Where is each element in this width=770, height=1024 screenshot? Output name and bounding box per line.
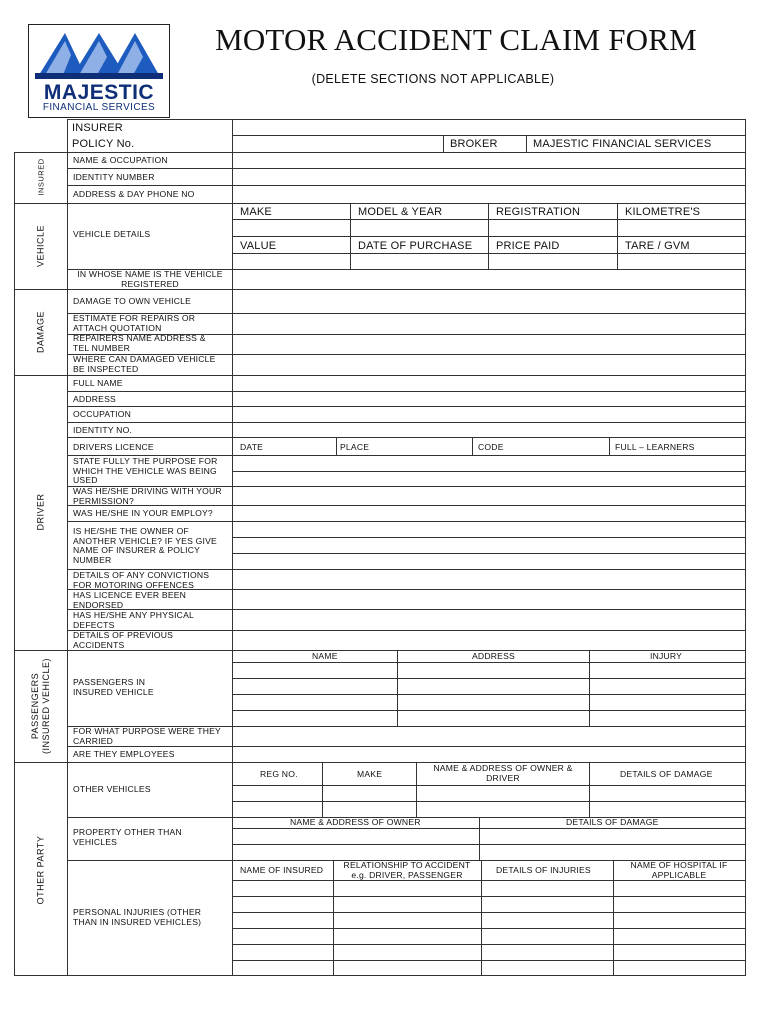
- address-phone-field[interactable]: [233, 186, 745, 203]
- other-vehicle-owner-field[interactable]: [233, 522, 745, 569]
- insurer-label: INSURER: [72, 122, 123, 134]
- estimate-field[interactable]: [233, 314, 745, 334]
- other-vehicle-col-label: REG NO.: [260, 769, 298, 779]
- driving-permission-field[interactable]: [233, 487, 745, 505]
- damage-row-label: DAMAGE TO OWN VEHICLE: [73, 296, 192, 306]
- insured-row-label: ADDRESS & DAY PHONE NO: [73, 189, 195, 199]
- vehicle-col-label: REGISTRATION: [496, 206, 581, 218]
- insurer-field[interactable]: [233, 120, 745, 135]
- driver-row-label: DETAILS OF ANY CONVICTIONS FOR MOTORING OFFENCES: [73, 570, 210, 590]
- vehicle-value-field-row[interactable]: [233, 254, 745, 269]
- other-vehicle-col-label: DETAILS OF DAMAGE: [620, 769, 713, 779]
- vehicle-col-label: KILOMETRE'S: [625, 206, 701, 218]
- licence-col-label: FULL – LEARNERS: [615, 442, 695, 452]
- name-occupation-field[interactable]: [233, 153, 745, 168]
- licence-col-label: CODE: [478, 442, 504, 452]
- passenger-col-label: INJURY: [650, 651, 683, 661]
- section-label-insured: INSURED: [36, 158, 46, 196]
- section-label-other-party: OTHER PARTY: [35, 835, 46, 905]
- driver-row-label: WAS HE/SHE DRIVING WITH YOUR PERMISSION?: [73, 486, 222, 506]
- property-col-label: DETAILS OF DAMAGE: [566, 817, 659, 827]
- personal-injuries-label: PERSONAL INJURIES (OTHER THAN IN INSURED VEHICLES): [73, 907, 202, 927]
- driver-row-label: ADDRESS: [73, 394, 116, 404]
- driver-row-label: IS HE/SHE THE OWNER OF ANOTHER VEHICLE? IF YES GIVE NAME OF INSURER & POLICY NUMBER: [73, 526, 217, 565]
- vehicle-col-label: TARE / GVM: [625, 240, 690, 252]
- injury-col-label: NAME OF INSURED: [240, 865, 324, 875]
- property-table[interactable]: [233, 829, 745, 860]
- damage-row-label: ESTIMATE FOR REPAIRS OR ATTACH QUOTATION: [73, 313, 196, 333]
- driver-row-label: OCCUPATION: [73, 409, 132, 419]
- insured-row-label: NAME & OCCUPATION: [73, 155, 168, 165]
- driver-identity-field[interactable]: [233, 423, 745, 437]
- property-label: PROPERTY OTHER THAN VEHICLES: [73, 827, 182, 847]
- driver-row-label: DRIVERS LICENCE: [73, 442, 154, 452]
- passengers-employees-field[interactable]: [233, 747, 745, 762]
- vehicle-col-label: MAKE: [240, 206, 272, 218]
- personal-injuries-table[interactable]: [233, 881, 745, 975]
- driver-occupation-field[interactable]: [233, 407, 745, 422]
- passengers-label-line2: (INSURED VEHICLE): [41, 657, 51, 755]
- logo-tagline: FINANCIAL SERVICES: [42, 102, 156, 113]
- passenger-col-label: ADDRESS: [472, 651, 515, 661]
- licence-col-label: PLACE: [340, 442, 370, 452]
- passengers-employees-label: ARE THEY EMPLOYEES: [73, 749, 175, 759]
- driver-address-field[interactable]: [233, 392, 745, 406]
- licence-endorsed-field[interactable]: [233, 590, 745, 609]
- physical-defects-field[interactable]: [233, 610, 745, 630]
- passengers-in-vehicle-label: PASSENGERS IN INSURED VEHICLE: [73, 677, 154, 697]
- broker-label: BROKER: [450, 138, 498, 150]
- vehicle-purpose-field[interactable]: [233, 456, 745, 486]
- passengers-label-line1: PASSENGERS: [30, 672, 40, 740]
- previous-accidents-field[interactable]: [233, 631, 745, 650]
- vehicle-col-label: PRICE PAID: [496, 240, 560, 252]
- section-label-damage: DAMAGE: [35, 310, 46, 354]
- driver-row-label: HAS LICENCE EVER BEEN ENDORSED: [73, 590, 187, 610]
- registered-owner-field[interactable]: [233, 270, 745, 289]
- damage-row-label: REPAIRERS NAME ADDRESS & TEL NUMBER: [73, 333, 206, 353]
- section-label-driver: DRIVER: [35, 493, 46, 531]
- in-employ-field[interactable]: [233, 506, 745, 521]
- vehicle-col-label: DATE OF PURCHASE: [358, 240, 473, 252]
- vehicle-col-label: MODEL & YEAR: [358, 206, 443, 218]
- logo-mark-icon: [29, 27, 169, 83]
- injury-col-label: DETAILS OF INJURIES: [496, 865, 591, 875]
- driver-full-name-field[interactable]: [233, 376, 745, 391]
- other-vehicles-label: OTHER VEHICLES: [73, 784, 151, 794]
- driver-row-label: STATE FULLY THE PURPOSE FOR WHICH THE VEHICLE WAS BEING USED: [73, 456, 218, 486]
- convictions-field[interactable]: [233, 570, 745, 589]
- damage-own-vehicle-field[interactable]: [233, 290, 745, 313]
- vehicle-details-label: VEHICLE DETAILS: [73, 229, 151, 239]
- insured-row-label: IDENTITY NUMBER: [73, 172, 155, 182]
- other-vehicle-col-label: MAKE: [357, 769, 383, 779]
- page-title: MOTOR ACCIDENT CLAIM FORM: [215, 22, 697, 57]
- property-col-label: NAME & ADDRESS OF OWNER: [290, 817, 421, 827]
- section-label-passengers: [30, 658, 52, 754]
- vehicle-details-field-row[interactable]: [233, 220, 745, 236]
- broker-value: MAJESTIC FINANCIAL SERVICES: [533, 138, 712, 150]
- injury-col-label: NAME OF HOSPITAL IF APPLICABLE: [630, 860, 728, 880]
- driver-row-label: IDENTITY NO.: [73, 425, 133, 435]
- driver-row-label: HAS HE/SHE ANY PHYSICAL DEFECTS: [73, 610, 194, 630]
- other-vehicle-col-label: NAME & ADDRESS OF OWNER & DRIVER: [433, 763, 573, 783]
- section-label-vehicle: VEHICLE: [35, 224, 46, 268]
- repairers-field[interactable]: [233, 335, 745, 354]
- damage-row-label: WHERE CAN DAMAGED VEHICLE BE INSPECTED: [73, 354, 216, 374]
- passenger-col-label: NAME: [312, 651, 338, 661]
- driver-row-label: FULL NAME: [73, 378, 123, 388]
- passengers-table[interactable]: [233, 663, 745, 726]
- policy-no-label: POLICY No.: [72, 138, 135, 150]
- passengers-purpose-label: FOR WHAT PURPOSE WERE THEY CARRIED: [73, 726, 221, 746]
- vehicle-col-label: VALUE: [240, 240, 277, 252]
- inspection-location-field[interactable]: [233, 355, 745, 375]
- other-vehicles-table[interactable]: [233, 786, 745, 817]
- driver-row-label: DETAILS OF PREVIOUS ACCIDENTS: [73, 630, 174, 650]
- driver-row-label: WAS HE/SHE IN YOUR EMPLOY?: [73, 508, 213, 518]
- company-logo: [28, 24, 170, 118]
- logo-name: MAJESTIC: [43, 81, 155, 104]
- policy-no-field[interactable]: [233, 136, 443, 152]
- injury-col-label: RELATIONSHIP TO ACCIDENT e.g. DRIVER, PASSENGER: [343, 860, 471, 880]
- identity-number-field[interactable]: [233, 169, 745, 185]
- registered-owner-label: IN WHOSE NAME IS THE VEHICLE REGISTERED: [77, 269, 223, 289]
- passengers-purpose-field[interactable]: [233, 727, 745, 746]
- page-subtitle: (DELETE SECTIONS NOT APPLICABLE): [311, 72, 555, 86]
- licence-col-label: DATE: [240, 442, 264, 452]
